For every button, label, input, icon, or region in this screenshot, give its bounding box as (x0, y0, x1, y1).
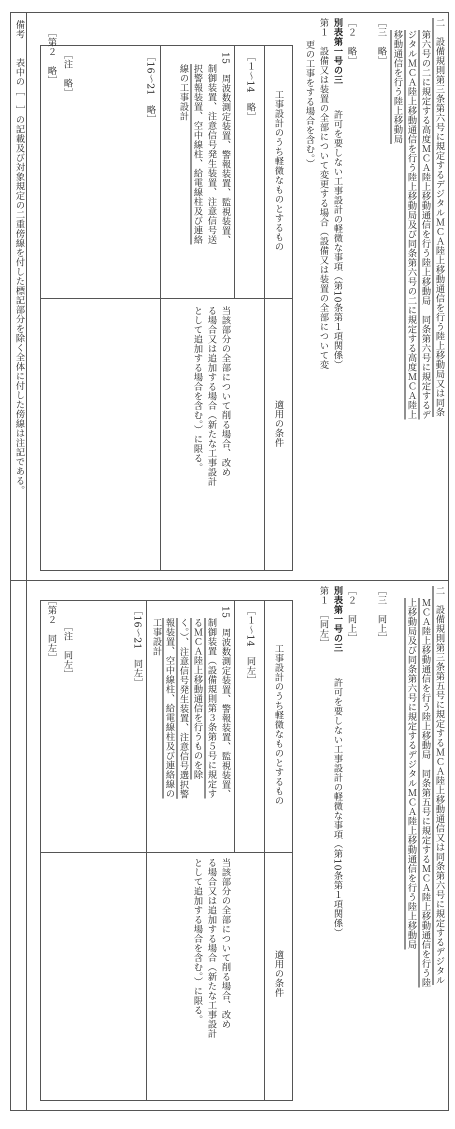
top-table-header-rule (264, 45, 265, 571)
bottom-condition-line-1: 当該部分の全部について削る場合、改め (219, 858, 231, 1029)
bottom-row-15-line-2: 制御装置（設備規則第３条第５号に規定す (205, 618, 217, 799)
top-row-15-line-3: 択警報装置、空中線柱、給電線柱及び連絡 (191, 64, 203, 245)
bottom-omitted-item-3: ［三 同上］ (375, 586, 387, 643)
frame-bottom-rule (10, 1110, 448, 1111)
top-table-top-rule (40, 45, 292, 46)
remark-column-rule (26, 12, 27, 1111)
top-table-left-rule (40, 45, 41, 571)
bottom-table-header-rule (264, 600, 265, 1101)
top-col-header-condition: 適用の条件 (272, 400, 284, 448)
frame-left-rule (10, 12, 11, 1111)
top-item-1-line-1: 第１ 設備又は装置の全部について変更する場合（設備又は装置の全部について変 (317, 18, 329, 370)
top-table-right-rule (292, 45, 293, 571)
top-paragraph-line-3: ジタルＭＣＡ陸上移動通信を行う陸上移動局及び同条第六号の二に規定する高度ＭＣＡ陸上 (405, 30, 417, 420)
top-table-title-label: 別表第一号の三 (331, 18, 343, 85)
top-note: ［注 略］ (61, 50, 73, 98)
bottom-table-title-text: 許可を要しない工事設計の軽微な事項（第10条第１項関係） (331, 678, 343, 938)
top-paragraph-line-1: 二 設備規則第三条第六号に規定するデジタルＭＣＡ陸上移動通信を行う陸上移動局又は同条 (433, 18, 445, 417)
panel-divider-rule (10, 580, 448, 581)
bottom-row-1-14: ［１～14 同左］ (244, 606, 256, 685)
bottom-table-row-rule-1 (234, 600, 235, 852)
bottom-omitted-item-2: ［２ 同上］ (345, 586, 357, 643)
bottom-table-bottom-rule (40, 1100, 292, 1101)
top-condition-line-1: 当該部分の全部について削る場合、改め (219, 306, 231, 477)
bottom-note: ［注 同左］ (61, 622, 73, 679)
frame-right-rule (448, 12, 449, 1111)
top-row-15-line-2: 制御装置、注意信号発生装置、注意信号送 (205, 64, 217, 245)
bottom-row-15-line-5: 報装置、空中線柱、給電線柱及び連絡線の (163, 618, 175, 799)
top-row-15-line-1: 15 周波数測定装置、警報装置、監視装置、 (219, 52, 231, 245)
bottom-paragraph-line-2: ＭＣＡ陸上移動通信を行う陸上移動局 同条第五号に規定するＭＣＡ陸上移動通信を行う陸 (419, 598, 431, 988)
bottom-table-left-rule (40, 600, 41, 1101)
remark-text: 表中の［ ］の記載及び対象規定の二重傍線を付した標記部分を除く全体に付した傍線は注記である。 (13, 58, 25, 495)
bottom-table-top-rule (40, 600, 292, 601)
bottom-condition-line-3: として追加する場合を含む。）に限る。 (191, 858, 203, 1025)
top-omitted-item-3: ［三 略］ (375, 18, 387, 66)
top-table-column-rule (40, 298, 292, 299)
top-paragraph-line-4: 移動通信を行う陸上移動局 (391, 30, 403, 144)
bottom-row-15-line-3: るＭＣＡ陸上移動通信を行うものを除 (191, 618, 203, 780)
top-omitted-section-2: ［第２ 略］ (45, 28, 57, 85)
bottom-paragraph-line-1: 二 設備規則第三条第五号に規定するＭＣＡ陸上移動通信又は同条第六号に規定するデジタル (433, 586, 445, 985)
top-row-1-14: ［１～14 略］ (244, 52, 256, 122)
bottom-table-title-label: 別表第一号の三 (331, 586, 343, 653)
bottom-col-header-design: 工事設計のうち軽微なものとするもの (272, 644, 284, 806)
top-condition-line-2: る場合又は追加する場合（新たな工事設計 (205, 306, 217, 487)
remark-label: 備考 (13, 20, 25, 39)
frame-top-rule (10, 12, 448, 13)
bottom-row-15-line-4: く。）、注意信号発生装置、注意信号選択警 (177, 618, 189, 799)
top-table-row-rule-2 (160, 45, 161, 571)
top-table-row-rule-1 (234, 45, 235, 298)
bottom-section-2: ［第２ 同左］ (45, 596, 57, 663)
top-row-15-line-4: 線の工事設計 (177, 64, 189, 121)
bottom-row-15-line-1: 15 周波数測定装置、警報装置、監視装置、 (219, 606, 231, 799)
top-item-1-line-2: 更の工事をする場合を含む。） (303, 40, 315, 169)
top-table-title-text: 許可を要しない工事設計の軽微な事項（第10条第１項関係） (331, 110, 343, 370)
bottom-table-right-rule (292, 600, 293, 1101)
bottom-col-header-condition: 適用の条件 (272, 950, 284, 998)
bottom-table-column-rule (40, 852, 292, 853)
top-omitted-item-2: ［２ 略］ (345, 18, 357, 66)
top-table-bottom-rule (40, 570, 292, 571)
top-row-16-21: ［16～21 略］ (144, 52, 156, 125)
bottom-row-16-21: ［16～21 同左］ (131, 606, 143, 688)
bottom-item-1: 第１ ［同左］ (317, 586, 329, 648)
bottom-paragraph-line-3: 上移動局及び同条第六号に規定するデジタルＭＣＡ陸上移動通信を行う陸上移動局 (405, 598, 417, 950)
bottom-table-row-rule-2 (146, 600, 147, 1101)
top-col-header-design: 工事設計のうち軽微なものとするもの (272, 90, 284, 252)
top-condition-line-3: として追加する場合を含む。）に限る。 (191, 306, 203, 473)
top-paragraph-line-2: 第六号の二に規定する高度ＭＣＡ陸上移動通信を行う陸上移動局 同条第六号に規定するデ (419, 30, 431, 420)
bottom-condition-line-2: る場合又は追加する場合（新たな工事設計 (205, 858, 217, 1039)
bottom-row-15-line-6: 工事設計 (150, 618, 162, 656)
